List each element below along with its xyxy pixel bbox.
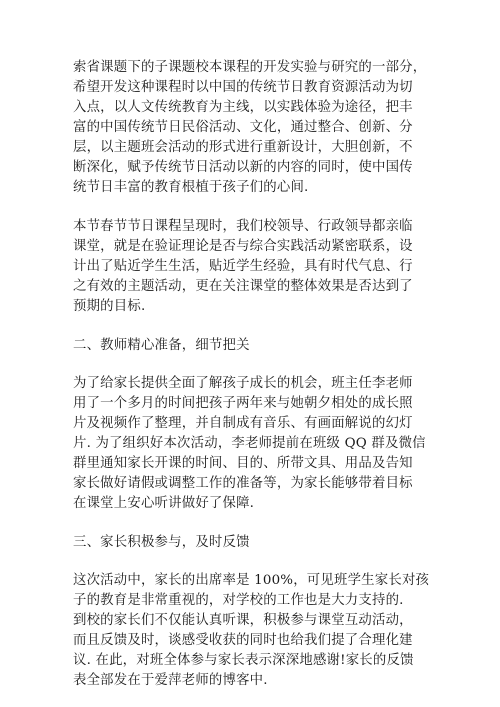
- text-line: 希望开发这种课程时以中国的传统节日教育资源活动为切: [73, 80, 413, 95]
- text-line: 本节春节节日课程呈现时，我们校领导、行政领导都亲临: [73, 219, 413, 234]
- text-line: 层，以主题班会活动的形式进行重新设计，大胆创新，不: [73, 140, 413, 155]
- text-line: 到校的家长们不仅能认真听课，积极参与课堂互动活动，: [73, 613, 413, 628]
- paragraph-spacer: [73, 553, 425, 571]
- text-line: 断深化，赋予传统节日活动以新的内容的同时，使中国传: [73, 160, 413, 175]
- text-line: 索省课题下的子课题校本课程的开发实验与研究的一部分，: [73, 60, 427, 75]
- text-line: 家长做好请假或调整工作的准备等，为家长能够带着目标: [73, 476, 413, 491]
- text-line: 之有效的主题活动，更在关注课堂的整体效果是否达到了: [73, 279, 413, 294]
- paragraph-spacer: [73, 356, 425, 374]
- text-line: 片及视频作了整理，并自制成有音乐、有画面解说的幻灯: [73, 416, 413, 431]
- document-page: [73, 58, 430, 691]
- text-line: 统节日丰富的教育根植于孩子们的心间.: [73, 180, 309, 195]
- paragraph-1: [73, 58, 425, 198]
- text-line: 计出了贴近学生生活，贴近学生经验，具有时代气息、行: [73, 259, 413, 274]
- paragraph-2: [73, 217, 425, 317]
- text-line: 子的教育是非常重视的，对学校的工作也是大力支持的.: [73, 593, 404, 608]
- text-line: 片. 为了组织好本次活动，李老师提前在班级 QQ 群及微信: [73, 436, 426, 451]
- text-line: 群里通知家长开课的时间、目的、所带文具、用品及告知: [73, 456, 413, 471]
- text-line: 在课堂上安心听讲做好了保障.: [73, 496, 255, 511]
- section-heading-2: 二、教师精心准备，细节把关: [73, 338, 250, 353]
- text-line: 为了给家长提供全面了解孩子成长的机会，班主任李老师: [73, 376, 413, 391]
- paragraph-spacer: [73, 514, 425, 533]
- text-line: 用了一个多月的时间把孩子两年来与她朝夕相处的成长照: [73, 396, 413, 411]
- paragraph-spacer: [73, 317, 425, 336]
- paragraph-spacer: [73, 198, 425, 217]
- section-heading-3: 三、家长积极参与，及时反馈: [73, 535, 250, 550]
- text-line: 课堂，就是在验证理论是否与综合实践活动紧密联系，设: [73, 239, 413, 254]
- text-line: 入点，以人文传统教育为主线，以实践体验为途径，把丰: [73, 100, 413, 115]
- text-line: 预期的目标.: [73, 299, 146, 314]
- paragraph-4: [73, 571, 430, 691]
- text-line: 而且反馈及时，谈感受收获的同时也给我们提了合理化建: [73, 633, 413, 648]
- paragraph-3: [73, 374, 425, 514]
- text-line: 议. 在此，对班全体参与家长表示深深地感谢!家长的反馈: [73, 653, 414, 668]
- text-line: 表全部发在于爱萍老师的博客中.: [73, 673, 268, 688]
- text-line: 富的中国传统节日民俗活动、文化，通过整合、创新、分: [73, 120, 413, 135]
- text-line: 这次活动中，家长的出席率是 100%，可见班学生家长对孩: [73, 573, 430, 588]
